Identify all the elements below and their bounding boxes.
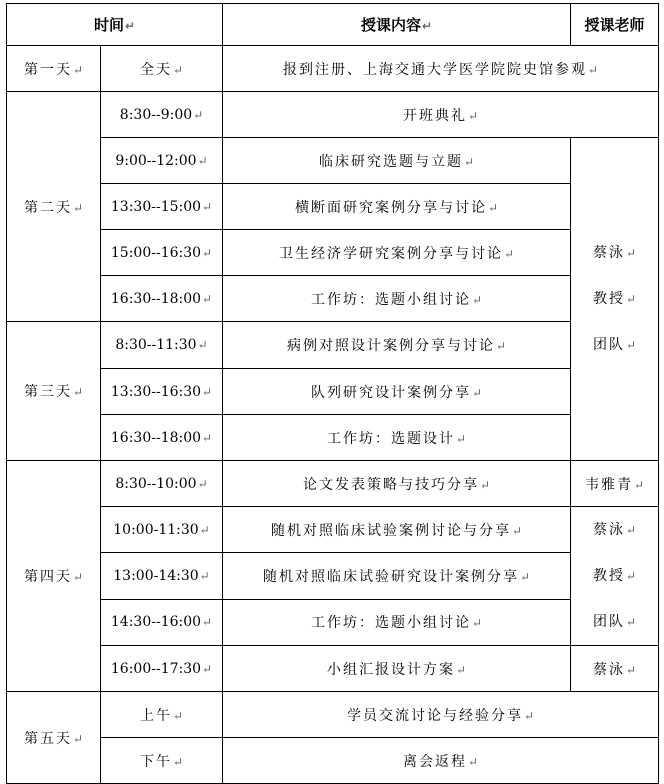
time-cell: 16:00--17:30↵	[101, 646, 223, 692]
teacher-cell: 蔡泳↵	[571, 646, 659, 692]
table-row	[7, 415, 659, 461]
day-cell: 第二天↵	[7, 92, 101, 322]
table-row	[7, 738, 659, 784]
content-cell: 报到注册、上海交通大学医学院院史馆参观↵	[223, 46, 659, 92]
table-row	[7, 507, 659, 553]
table-row	[7, 322, 659, 369]
time-cell: 16:30--18:00↵	[101, 415, 223, 461]
table-row	[7, 369, 659, 415]
content-cell: 小组汇报设计方案↵	[223, 646, 571, 692]
time-cell: 13:30--16:30↵	[101, 369, 223, 415]
time-cell: 下午↵	[101, 738, 223, 784]
day-cell: 第一天↵	[7, 46, 101, 92]
time-header: 时间↵	[7, 4, 223, 46]
time-cell: 13:00-14:30↵	[101, 553, 223, 599]
table-row	[7, 553, 659, 599]
content-cell: 离会返程↵	[223, 738, 659, 784]
table-row	[7, 461, 659, 507]
content-cell: 学员交流讨论与经验分享↵	[223, 692, 659, 738]
time-cell: 全天↵	[101, 46, 223, 92]
table-row	[7, 46, 659, 92]
table-row	[7, 276, 659, 322]
time-cell: 8:30--10:00↵	[101, 461, 223, 507]
table-row	[7, 138, 659, 184]
content-cell: 横断面研究案例分享与讨论↵	[223, 184, 571, 230]
content-cell: 队列研究设计案例分享↵	[223, 369, 571, 415]
time-cell: 15:00--16:30↵	[101, 230, 223, 276]
content-cell: 开班典礼↵	[223, 92, 659, 138]
teacher-cell: 蔡泳↵ 教授↵ 团队↵	[571, 507, 659, 646]
content-cell: 工作坊：选题小组讨论↵	[223, 599, 571, 645]
header-row	[7, 4, 659, 46]
content-cell: 工作坊：选题设计↵	[223, 415, 571, 461]
content-cell: 卫生经济学研究案例分享与讨论↵	[223, 230, 571, 276]
day-cell: 第三天↵	[7, 322, 101, 461]
schedule-table	[6, 3, 659, 784]
time-cell: 8:30--11:30↵	[101, 322, 223, 369]
content-cell: 随机对照临床试验案例讨论与分享↵	[223, 507, 571, 553]
content-cell: 临床研究选题与立题↵	[223, 138, 571, 184]
day-cell: 第五天↵	[7, 692, 101, 784]
content-header: 授课内容↵	[223, 4, 571, 46]
time-cell: 10:00-11:30↵	[101, 507, 223, 553]
time-cell: 14:30--16:00↵	[101, 599, 223, 645]
table-row	[7, 92, 659, 138]
table-row	[7, 646, 659, 692]
teacher-cell: 蔡泳↵ 教授↵ 团队↵	[571, 138, 659, 461]
content-cell: 论文发表策略与技巧分享↵	[223, 461, 571, 507]
day-cell: 第四天↵	[7, 461, 101, 692]
time-cell: 16:30--18:00↵	[101, 276, 223, 322]
teacher-cell: 韦雅青↵	[571, 461, 659, 507]
table-row	[7, 692, 659, 738]
teacher-header: 授课老师	[571, 4, 659, 46]
content-cell: 工作坊：选题小组讨论↵	[223, 276, 571, 322]
table-row	[7, 184, 659, 230]
content-cell: 病例对照设计案例分享与讨论↵	[223, 322, 571, 369]
time-cell: 8:30--9:00↵	[101, 92, 223, 138]
time-cell: 9:00--12:00↵	[101, 138, 223, 184]
table-row	[7, 230, 659, 276]
time-cell: 13:30--15:00↵	[101, 184, 223, 230]
content-cell: 随机对照临床试验研究设计案例分享↵	[223, 553, 571, 599]
table-row	[7, 599, 659, 645]
time-cell: 上午↵	[101, 692, 223, 738]
